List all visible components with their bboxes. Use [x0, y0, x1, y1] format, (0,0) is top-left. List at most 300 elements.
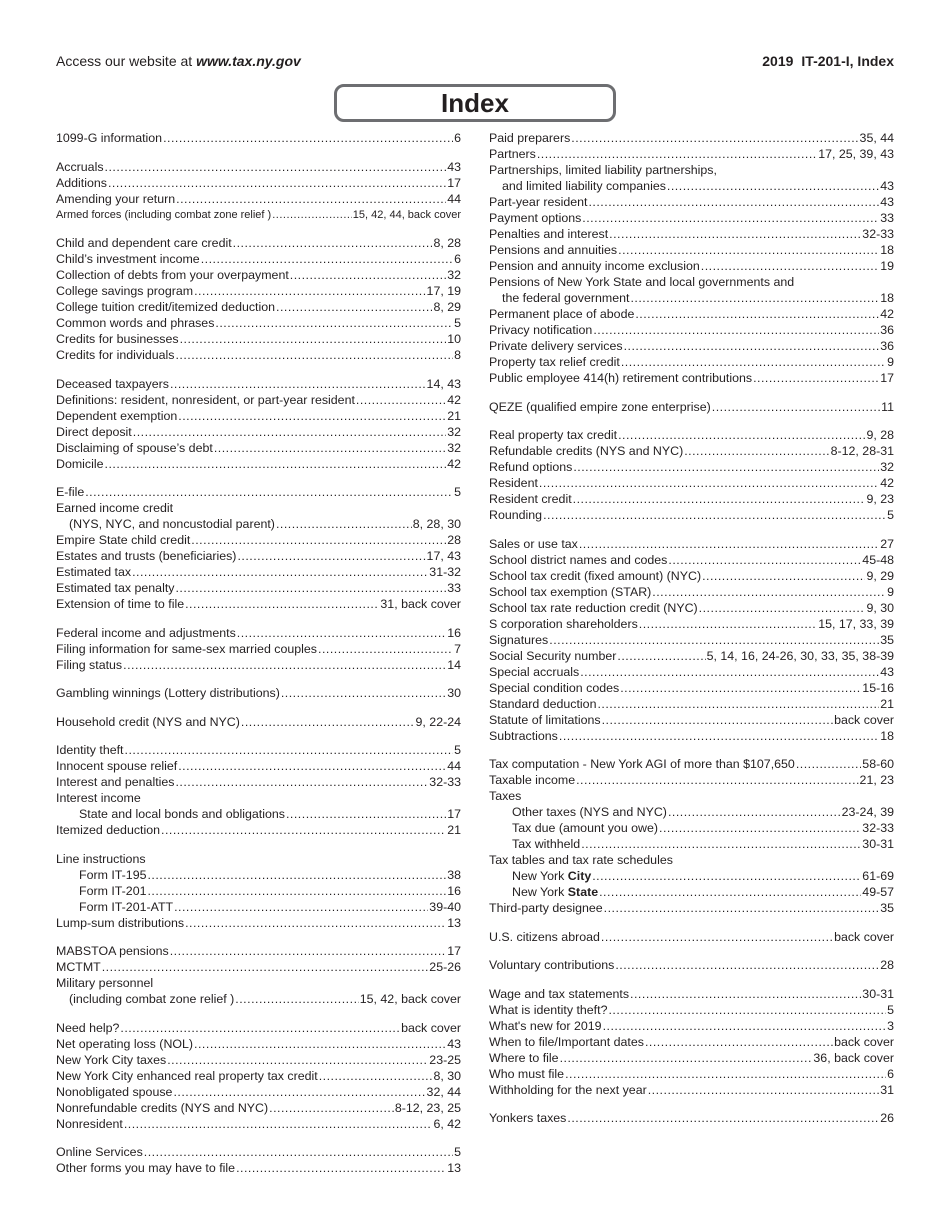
- entry-term: New York City: [512, 869, 592, 883]
- entry-page: 49-57: [862, 885, 894, 899]
- entry-term: Estimated tax penalty: [56, 581, 175, 595]
- dot-leader: [105, 159, 447, 175]
- index-entry: [56, 159, 461, 175]
- dot-leader: [123, 657, 446, 673]
- entry-page: 15, 42, 44, back cover: [352, 208, 461, 221]
- index-entry: [56, 516, 461, 532]
- entry-term: Interest income: [56, 791, 141, 805]
- entry-term: MABSTOA pensions: [56, 944, 169, 958]
- dot-leader: [237, 548, 425, 564]
- index-entry: [489, 242, 894, 258]
- index-entry: [489, 804, 894, 820]
- dot-leader: [170, 943, 446, 959]
- entry-term: Part-year resident: [489, 195, 588, 209]
- entry-page: 44: [447, 759, 461, 773]
- dot-leader: [639, 616, 817, 632]
- dot-leader: [579, 536, 879, 552]
- entry-page: 18: [880, 291, 894, 305]
- entry-gap: [56, 701, 461, 714]
- entry-term: Filing status: [56, 657, 123, 672]
- entry-term: New York State: [512, 885, 599, 899]
- entry-term: Social Security number: [489, 648, 617, 663]
- entry-page: 23-25: [429, 1052, 461, 1067]
- entry-page: 26: [880, 1111, 894, 1125]
- index-entry: [56, 1116, 461, 1132]
- index-entry: [489, 1018, 894, 1034]
- index-entry: [489, 210, 894, 226]
- dot-leader: [178, 408, 446, 424]
- entry-term: Third-party designee: [489, 901, 603, 915]
- entry-term-bold: State: [567, 885, 599, 899]
- index-entry: [489, 820, 894, 836]
- dot-leader: [144, 1144, 453, 1160]
- dot-leader: [237, 625, 446, 641]
- entry-page: 39-40: [429, 899, 461, 914]
- entry-term: Credits for businesses: [56, 332, 179, 346]
- entry-page: 31-32: [429, 565, 461, 579]
- dot-leader: [161, 822, 446, 838]
- dot-leader: [178, 758, 446, 774]
- dot-leader: [602, 712, 834, 728]
- entry-page: 16: [447, 883, 461, 898]
- entry-term: S corporation shareholders: [489, 616, 638, 631]
- entry-term: (including combat zone relief ): [69, 992, 235, 1006]
- entry-term: Amending your return: [56, 191, 176, 206]
- index-entry: [56, 191, 461, 207]
- entry-term: Credits for individuals: [56, 348, 175, 362]
- dot-leader: [576, 772, 858, 788]
- entry-page: 32-33: [429, 775, 461, 789]
- index-entry: [56, 408, 461, 424]
- dot-leader: [147, 867, 446, 883]
- entry-term: Taxes: [489, 789, 522, 803]
- entry-page: 8, 28, 30: [412, 517, 461, 531]
- dot-leader: [592, 868, 861, 884]
- entry-gap: [489, 945, 894, 958]
- dot-leader: [85, 484, 453, 500]
- index-entry: [489, 491, 894, 507]
- entry-term: Paid preparers: [489, 131, 571, 145]
- dot-leader: [601, 929, 833, 945]
- index-entry: [56, 251, 461, 267]
- index-heading: [489, 788, 894, 804]
- index-entry: [56, 943, 461, 959]
- dot-leader: [609, 226, 861, 242]
- dot-leader: [599, 884, 861, 900]
- entry-term: (NYS, NYC, and noncustodial parent): [69, 517, 275, 531]
- entry-page: 5: [454, 485, 461, 499]
- dot-leader: [194, 1036, 446, 1052]
- index-entry: [489, 616, 894, 632]
- dot-leader: [241, 714, 415, 730]
- index-entry: [489, 322, 894, 338]
- entry-term: Other taxes (NYS and NYC): [512, 805, 667, 819]
- dot-leader: [319, 1068, 433, 1084]
- index-entry: [56, 742, 461, 758]
- index-entry: [56, 758, 461, 774]
- index-heading: [56, 851, 461, 867]
- index-entry: [56, 685, 461, 701]
- entry-term: When to file/Important dates: [489, 1034, 644, 1049]
- entry-term: Tax withheld: [512, 837, 581, 851]
- entry-term: Pensions of New York State and local governments and: [489, 275, 795, 289]
- index-entry: [56, 714, 461, 730]
- dot-leader: [652, 584, 886, 600]
- index-entry: [56, 822, 461, 838]
- dot-leader: [539, 475, 879, 491]
- entry-term: Partnerships, limited liability partnerships,: [489, 163, 717, 177]
- index-entry: [489, 986, 894, 1002]
- entry-page: 18: [880, 243, 894, 257]
- entry-term: Public employee 414(h) retirement contributions: [489, 371, 753, 385]
- entry-term: Gambling winnings (Lottery distributions): [56, 686, 280, 700]
- entry-page: 35, 44: [859, 131, 894, 145]
- form-year: 2019: [762, 53, 794, 69]
- dot-leader: [573, 491, 866, 507]
- dot-leader: [276, 516, 412, 532]
- dot-leader: [668, 804, 841, 820]
- entry-page: 43: [880, 195, 894, 209]
- entry-term: State and local bonds and obligations: [79, 807, 285, 821]
- entry-page: 9, 23: [866, 492, 894, 506]
- index-heading: [489, 274, 894, 290]
- index-entry: [56, 774, 461, 790]
- dot-leader: [582, 210, 879, 226]
- dot-leader: [167, 1052, 428, 1068]
- dot-leader: [215, 315, 453, 331]
- index-entry: [489, 194, 894, 210]
- entry-page: 6, 42: [433, 1116, 461, 1131]
- entry-page: 36: [880, 339, 894, 353]
- entry-gap: [56, 146, 461, 159]
- entry-page: 9, 30: [866, 600, 894, 615]
- dot-leader: [272, 207, 352, 223]
- entry-page: 17, 43: [426, 549, 461, 563]
- index-entry: [489, 632, 894, 648]
- entry-term: College savings program: [56, 284, 194, 298]
- index-entry: [56, 548, 461, 564]
- entry-term: Household credit (NYS and NYC): [56, 714, 240, 729]
- entry-term: Resident: [489, 476, 538, 490]
- entry-page: 6: [887, 1066, 894, 1081]
- index-heading: [489, 852, 894, 868]
- index-entry: [489, 354, 894, 370]
- entry-page: 36, back cover: [813, 1050, 894, 1065]
- entry-page: 14: [447, 657, 461, 672]
- entry-term: MCTMT: [56, 960, 101, 974]
- entry-term: Property tax relief credit: [489, 355, 620, 369]
- entry-term: Direct deposit: [56, 424, 132, 439]
- entry-page: 43: [447, 1036, 461, 1051]
- entry-page: 17: [880, 371, 894, 385]
- index-entry: [489, 226, 894, 242]
- index-entry: [56, 1068, 461, 1084]
- entry-page: 15, 42, back cover: [359, 992, 461, 1006]
- dot-leader: [175, 347, 453, 363]
- entry-term: Identity theft: [56, 743, 124, 757]
- entry-page: 5: [887, 1002, 894, 1017]
- entry-term: Accruals: [56, 159, 104, 174]
- index-entry: [489, 680, 894, 696]
- entry-term: Withholding for the next year: [489, 1082, 647, 1097]
- dot-leader: [603, 1018, 887, 1034]
- index-entry: [56, 235, 461, 251]
- entry-term: Wage and tax statements: [489, 986, 630, 1001]
- entry-term: Disclaiming of spouse’s debt: [56, 440, 213, 455]
- entry-term: New York City enhanced real property tax credit: [56, 1068, 318, 1083]
- entry-page: 61-69: [862, 869, 894, 883]
- entry-page: 6: [454, 252, 461, 266]
- entry-gap: [56, 223, 461, 236]
- index-entry: [489, 712, 894, 728]
- index-entry: [489, 258, 894, 274]
- dot-leader: [236, 1160, 446, 1176]
- index-entry: [56, 1020, 461, 1036]
- entry-page: 43: [447, 159, 461, 174]
- index-heading: [56, 500, 461, 516]
- entry-term: Payment options: [489, 211, 582, 225]
- entry-term: Statute of limitations: [489, 712, 601, 727]
- website-url[interactable]: www.tax.ny.gov: [196, 53, 301, 69]
- entry-term: School tax exemption (STAR): [489, 584, 652, 599]
- index-entry: [489, 399, 894, 415]
- index-heading: [56, 975, 461, 991]
- dot-leader: [537, 146, 817, 162]
- dot-leader: [102, 959, 429, 975]
- entry-gap: [489, 1098, 894, 1111]
- entry-term: Special condition codes: [489, 680, 620, 695]
- dot-leader: [356, 392, 446, 408]
- entry-page: 42: [447, 456, 461, 471]
- entry-page: 6: [454, 131, 461, 145]
- dot-leader: [630, 290, 879, 306]
- dot-leader: [180, 331, 447, 347]
- entry-page: 17, 25, 39, 43: [818, 147, 894, 161]
- index-entry: [489, 1082, 894, 1098]
- dot-leader: [201, 251, 453, 267]
- index-entry: [56, 299, 461, 315]
- entry-term: Domicile: [56, 456, 104, 471]
- entry-term: Earned income credit: [56, 501, 174, 515]
- index-entry: [56, 283, 461, 299]
- entry-term: Tax tables and tax rate schedules: [489, 853, 673, 867]
- index-entry: [56, 376, 461, 392]
- index-entry: [56, 456, 461, 472]
- entry-page: 17: [447, 175, 461, 190]
- index-heading: [56, 790, 461, 806]
- index-entry: [489, 443, 894, 459]
- entry-term: Nonresident: [56, 1116, 123, 1131]
- entry-page: 5: [454, 1145, 461, 1159]
- index-entry: [489, 1050, 894, 1066]
- index-entry: [489, 929, 894, 945]
- entry-term: Nonrefundable credits (NYS and NYC): [56, 1100, 269, 1115]
- index-entry: [56, 130, 461, 146]
- dot-leader: [618, 427, 865, 443]
- index-entry: [489, 459, 894, 475]
- index-entry: [489, 756, 894, 772]
- entry-page: back cover: [834, 712, 894, 727]
- entry-page: 28: [880, 958, 894, 972]
- entry-term: Voluntary contributions: [489, 958, 615, 972]
- entry-page: 38: [447, 867, 461, 882]
- entry-page: 58-60: [862, 757, 894, 771]
- index-entry: [489, 427, 894, 443]
- entry-gap: [489, 415, 894, 428]
- index-entry: [56, 991, 461, 1007]
- dot-leader: [543, 507, 886, 523]
- index-entry: [56, 899, 461, 915]
- entry-term: Real property tax credit: [489, 428, 618, 442]
- entry-term: What is identity theft?: [489, 1002, 608, 1017]
- entry-term: Sales or use tax: [489, 536, 578, 551]
- entry-page: 7: [454, 641, 461, 656]
- dot-leader: [235, 991, 358, 1007]
- dot-leader: [233, 235, 433, 251]
- entry-term: Lump-sum distributions: [56, 915, 185, 930]
- entry-page: 32: [447, 440, 461, 455]
- entry-page: 23-24, 39: [841, 805, 894, 819]
- entry-term: School tax rate reduction credit (NYC): [489, 600, 698, 615]
- entry-page: 9, 28: [866, 428, 894, 442]
- entry-term: the federal government: [502, 291, 630, 305]
- entry-page: 9, 29: [866, 568, 894, 583]
- index-entry: [56, 424, 461, 440]
- dot-leader: [170, 376, 426, 392]
- entry-page: 17: [447, 944, 461, 958]
- entry-page: 13: [447, 915, 461, 930]
- entry-gap: [489, 973, 894, 986]
- entry-page: 32: [447, 424, 461, 439]
- entry-term: Need help?: [56, 1020, 120, 1035]
- entry-page: 9, 22-24: [415, 714, 461, 729]
- entry-term: Extension of time to file: [56, 597, 185, 611]
- index-entry: [489, 1002, 894, 1018]
- entry-term: Military personnel: [56, 976, 154, 990]
- entry-page: 30-31: [862, 986, 894, 1001]
- dot-leader: [174, 899, 428, 915]
- dot-leader: [621, 354, 886, 370]
- dot-leader: [185, 915, 446, 931]
- dot-leader: [185, 596, 379, 612]
- index-entry: [56, 625, 461, 641]
- index-entry: [56, 657, 461, 673]
- entry-page: 8: [454, 348, 461, 362]
- index-entry: [56, 867, 461, 883]
- index-entry: [56, 959, 461, 975]
- entry-term: Deceased taxpayers: [56, 376, 169, 391]
- index-entry: [489, 1110, 894, 1126]
- entry-page: 17: [447, 807, 461, 821]
- entry-term: Itemized deduction: [56, 823, 161, 837]
- index-heading: [489, 162, 894, 178]
- index-entry: [56, 175, 461, 191]
- entry-term: Line instructions: [56, 851, 146, 866]
- index-entry: [489, 370, 894, 386]
- entry-term: Permanent place of abode: [489, 307, 635, 321]
- entry-page: back cover: [401, 1020, 461, 1035]
- entry-gap: [56, 838, 461, 851]
- entry-page: 32-33: [862, 227, 894, 241]
- index-column-right: [489, 130, 894, 1126]
- index-entry: [489, 1066, 894, 1082]
- entry-term: Interest and penalties: [56, 775, 175, 789]
- entry-term: Tax due (amount you owe): [512, 821, 659, 835]
- entry-gap: [56, 612, 461, 625]
- index-entry: [56, 331, 461, 347]
- dot-leader: [176, 191, 446, 207]
- entry-page: 8, 30: [433, 1068, 461, 1083]
- entry-page: 8, 28: [433, 236, 461, 250]
- dot-leader: [573, 459, 879, 475]
- entry-page: 33: [880, 211, 894, 225]
- entry-term: Definitions: resident, nonresident, or part-year resident: [56, 392, 355, 407]
- entry-term: Partners: [489, 147, 536, 161]
- dot-leader: [702, 568, 865, 584]
- entry-term: Rounding: [489, 508, 543, 522]
- index-entry: [489, 728, 894, 744]
- dot-leader: [125, 742, 454, 758]
- entry-term: 1099-G information: [56, 131, 163, 145]
- dot-leader: [571, 130, 858, 146]
- index-entry: [56, 596, 461, 612]
- entry-term: Estimated tax: [56, 565, 132, 579]
- index-entry: [489, 957, 894, 973]
- index-entry: [489, 884, 894, 900]
- entry-gap: [489, 523, 894, 536]
- index-entry: [56, 1144, 461, 1160]
- entry-page: 42: [880, 476, 894, 490]
- index-entry: [56, 1052, 461, 1068]
- dot-leader: [597, 696, 879, 712]
- entry-page: 27: [880, 536, 894, 551]
- entry-page: 17, 19: [426, 284, 461, 298]
- entry-term-bold: City: [567, 869, 592, 883]
- entry-gap: [56, 472, 461, 485]
- entry-page: 42: [880, 307, 894, 321]
- index-entry: [489, 772, 894, 788]
- entry-term: Collection of debts from your overpayment: [56, 268, 289, 282]
- entry-term: Signatures: [489, 632, 549, 647]
- dot-leader: [620, 680, 861, 696]
- entry-page: 14, 43: [426, 376, 461, 391]
- index-entry: [489, 536, 894, 552]
- dot-leader: [635, 306, 879, 322]
- dot-leader: [105, 456, 447, 472]
- entry-term: Tax computation - New York AGI of more than $107,650: [489, 757, 795, 771]
- index-entry: [489, 1034, 894, 1050]
- form-name: IT-201-I, Index: [801, 53, 894, 69]
- dot-leader: [667, 178, 879, 194]
- entry-gap: [56, 931, 461, 944]
- index-entry: [489, 552, 894, 568]
- entry-term: Refund options: [489, 460, 573, 474]
- entry-page: 8-12, 23, 25: [394, 1100, 461, 1115]
- entry-term: Form IT-201-ATT: [79, 899, 174, 914]
- entry-page: 9: [887, 355, 894, 369]
- dot-leader: [559, 728, 879, 744]
- entry-term: Form IT-195: [79, 867, 147, 882]
- dot-leader: [668, 552, 861, 568]
- entry-page: 43: [880, 179, 894, 193]
- entry-page: 5: [454, 316, 461, 330]
- dot-leader: [163, 130, 453, 146]
- dot-leader: [281, 685, 446, 701]
- entry-term: Innocent spouse relief: [56, 759, 178, 773]
- index-entry: [56, 580, 461, 596]
- dot-leader: [581, 836, 861, 852]
- website-notice: [56, 53, 301, 69]
